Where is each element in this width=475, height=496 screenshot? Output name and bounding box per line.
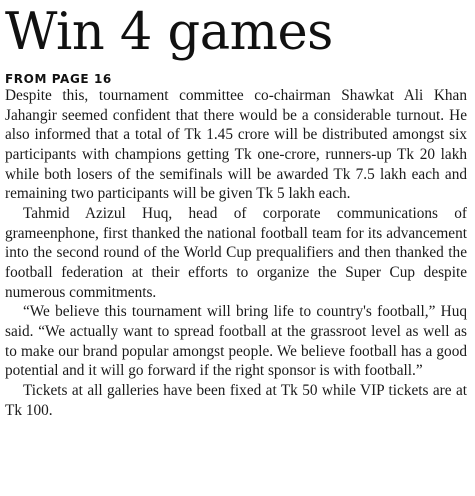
jump-line: FROM PAGE 16 [5,72,112,86]
paragraph-3: “We believe this tournament will bring life to country's football,” Huq said. “We actually want to spread football at the grassroot level as well as to make our brand popular amongst people. We believe football has a good potential and it will go forward if the right sponsor is with football.” [5,303,467,380]
headline: Win 4 games [5,3,333,62]
paragraph-4: Tickets at all galleries have been fixed at Tk 50 while VIP tickets are at Tk 100. [5,381,467,419]
article-body [5,86,467,420]
paragraph-2: Tahmid Azizul Huq, head of corporate communications of grameenphone, first thanked the national football team for its advancement into the second round of the World Cup prequalifiers and then thanked the football federation at their efforts to organize the Super Cup despite numerous commitments. [5,204,467,301]
paragraph-1: Despite this, tournament committee co-chairman Shawkat Ali Khan Jahangir seemed confident that there would be a considerable turnout. He also informed that a total of Tk 1.45 crore will be distributed amongst six participants with champions getting Tk one-crore, runners-up Tk 20 lakh while both losers of the semifinals will be awarded Tk 7.5 lakh each and remaining two participants will be given Tk 5 lakh each. [5,87,467,203]
